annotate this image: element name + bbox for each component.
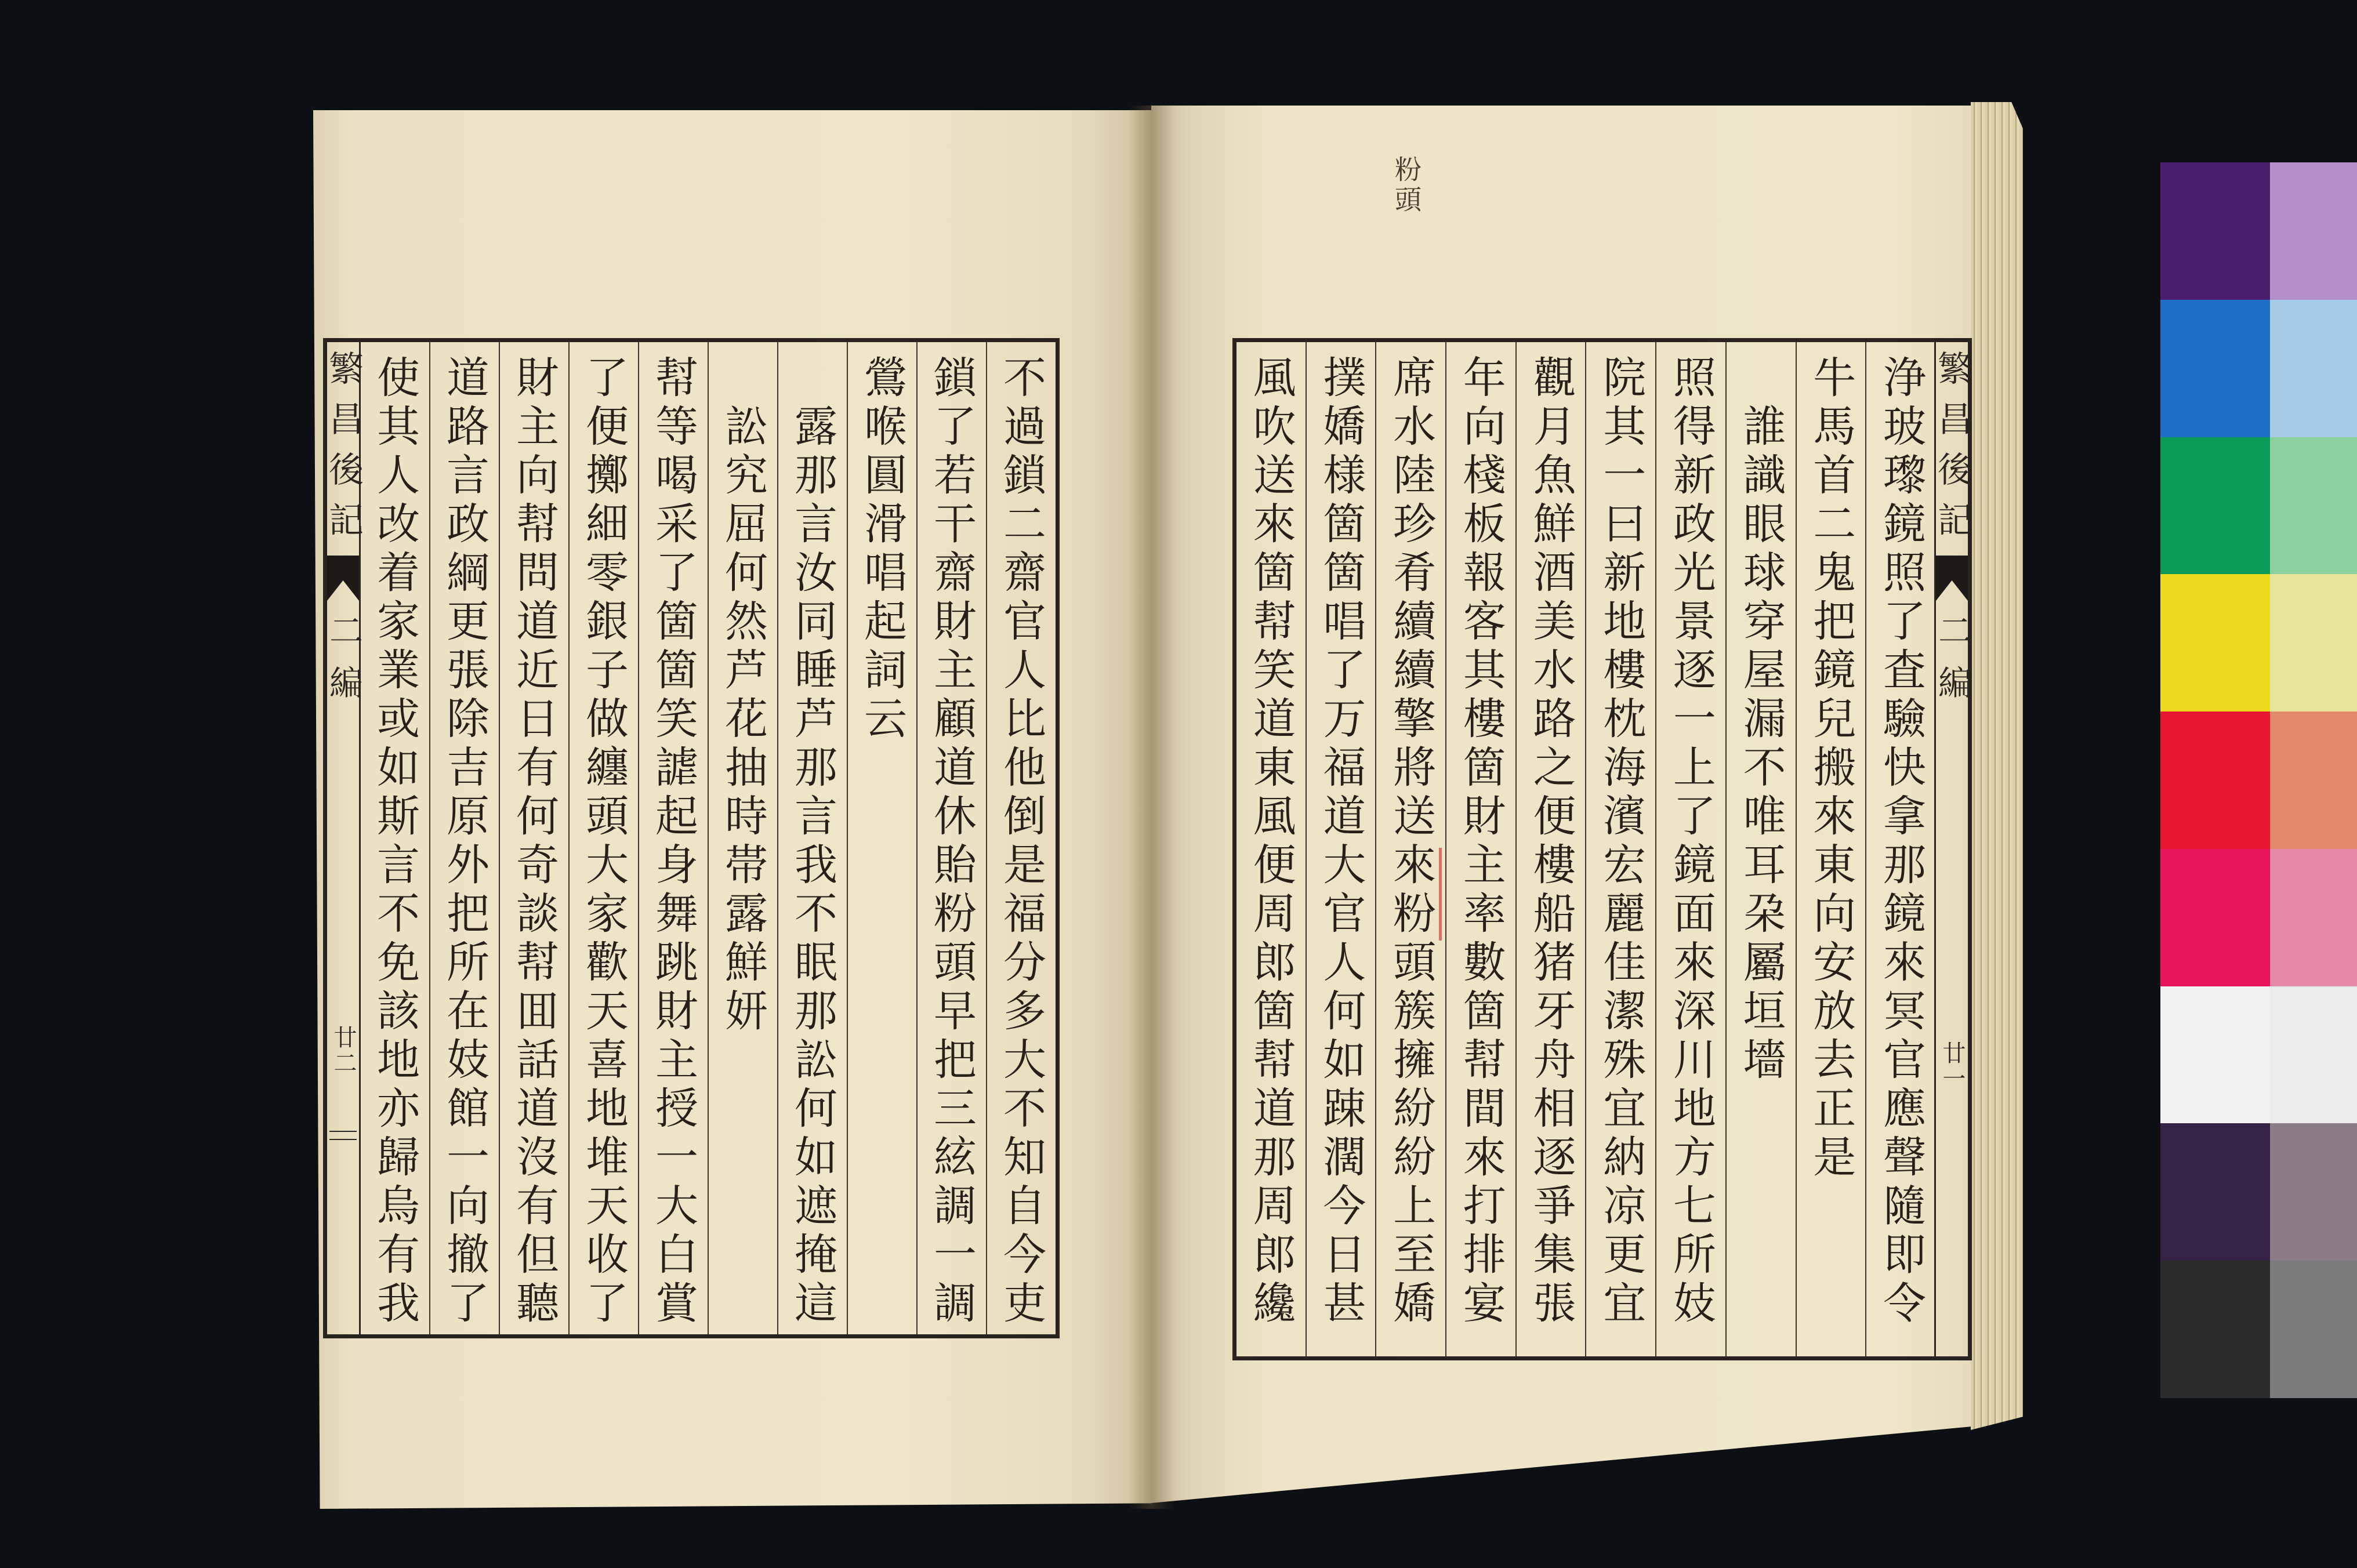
column-text: 露那言汝同睡芦那言我不眠那訟何如遮掩這 (788, 404, 837, 1329)
color-swatch (2270, 1261, 2357, 1398)
right-page-margin-strip (1932, 342, 1972, 1356)
page-number: 廿一 (1939, 1041, 1966, 1092)
column-text: 使其人改着家業或如斯言不免該地亦歸烏有我 (370, 355, 420, 1329)
right-page-column-1 (1865, 342, 1935, 1356)
column-text: 訟究屈何然芦花抽時帯露鮮妍 (718, 404, 768, 1037)
column-text: 不過鎖二齋官人比他倒是福分多大不知自今吏 (996, 355, 1046, 1329)
margin-title: 繁昌後記 (323, 350, 364, 552)
right-page-column-6 (1515, 342, 1586, 1356)
color-calibration-chart (2160, 162, 2357, 1398)
left-page-column-9 (429, 342, 499, 1334)
fishtail-ornament (327, 556, 359, 601)
right-page-column-8 (1375, 342, 1445, 1356)
left-page-column-5 (708, 342, 777, 1334)
column-text: 牛馬首二鬼把鏡兒搬來東向安放去正是 (1806, 355, 1856, 1183)
left-page-column-3 (847, 342, 916, 1334)
color-swatch (2160, 986, 2270, 1124)
color-swatch (2160, 574, 2270, 712)
color-swatch (2270, 574, 2357, 712)
right-page-column-4 (1655, 342, 1725, 1356)
red-ink-mark (1439, 848, 1442, 941)
margin-double-rule (329, 1131, 357, 1140)
left-page-column-2 (916, 342, 986, 1334)
left-page-column-8 (499, 342, 568, 1334)
handwritten-annotation: 粉頭 (1391, 155, 1422, 216)
column-text: 幇等喝采了箇箇笑謔起身舞跳財主授一大白賞 (648, 355, 698, 1329)
stacked-page-edges (1971, 102, 2023, 1430)
color-swatch (2160, 1123, 2270, 1261)
right-page-text-frame (1232, 338, 1972, 1360)
margin-title: 繁昌後記 (1932, 350, 1972, 552)
left-page-column-1 (986, 342, 1056, 1334)
column-text: 撲嬌様箇箇唱了万福道大官人何如踈濶今日甚 (1316, 355, 1366, 1329)
right-page-column-9 (1306, 342, 1376, 1356)
margin-volume: 二編 (1932, 613, 1972, 717)
color-swatch (2160, 712, 2270, 849)
margin-volume: 二編 (324, 613, 363, 717)
color-swatch (2160, 300, 2270, 437)
color-swatch (2270, 712, 2357, 849)
column-text: 鶯喉圓滑唱起詞云 (857, 355, 907, 745)
left-page-columns (361, 342, 1056, 1334)
column-text: 風吹送來箇幇笑道東風便周郎箇幇道那周郎纔 (1246, 355, 1296, 1329)
left-page-column-4 (777, 342, 847, 1334)
column-text: 了便擲細零銀子做纏頭大家歡天喜地堆天收了 (579, 355, 629, 1329)
color-swatch (2270, 986, 2357, 1124)
column-text: 觀月魚鮮酒美水路之便樓船猪牙舟相逐爭集張 (1526, 355, 1576, 1329)
color-swatch (2270, 1123, 2357, 1261)
color-swatch (2160, 849, 2270, 986)
color-swatch (2270, 162, 2357, 300)
left-page-margin-strip (323, 342, 364, 1334)
right-page-column-10 (1236, 342, 1306, 1356)
color-swatch (2270, 849, 2357, 986)
column-text: 席水陸珍肴續續擎將送來粉頭簇擁紛紛上至嬌 (1386, 355, 1437, 1329)
column-text: 照得新政光景逐一上了鏡面來深川地方七所妓 (1666, 355, 1716, 1329)
right-page-column-5 (1585, 342, 1655, 1356)
column-text: 院其一曰新地樓枕海濱宏麗佳潔殊宜納凉更宜 (1596, 355, 1647, 1329)
fishtail-ornament (1936, 556, 1968, 601)
color-swatch (2270, 300, 2357, 437)
column-text: 財主向幇問道近日有何奇談幇囬話道沒有但聽 (509, 355, 559, 1329)
page-number: 廿二 (330, 1025, 357, 1076)
color-swatch (2160, 162, 2270, 300)
column-text: 浄玻瓈鏡照了査驗快拿那鏡來冥官應聲隨即令 (1876, 355, 1926, 1329)
color-swatch (2160, 437, 2270, 575)
column-text: 鎖了若干齋財主顧道休貽粉頭早把三絃調一調 (927, 355, 977, 1329)
color-swatch (2160, 1261, 2270, 1398)
column-text: 誰識眼球穿屋漏不唯耳朶屬垣墻 (1736, 404, 1786, 1086)
right-page-column-3 (1725, 342, 1796, 1356)
right-page-column-2 (1796, 342, 1866, 1356)
left-page-column-10 (361, 342, 429, 1334)
right-page-columns (1236, 342, 1935, 1356)
left-page-column-7 (568, 342, 638, 1334)
color-swatch (2270, 437, 2357, 575)
right-page-column-7 (1445, 342, 1515, 1356)
left-page-column-6 (638, 342, 708, 1334)
column-text: 年向棧板報客其樓箇財主率數箇幇間來打排宴 (1456, 355, 1506, 1329)
column-text: 道路言政綱更張除吉原外把所在妓館一向撤了 (440, 355, 489, 1329)
left-page-text-frame (323, 338, 1060, 1338)
book-gutter-shadow (1128, 106, 1174, 1509)
